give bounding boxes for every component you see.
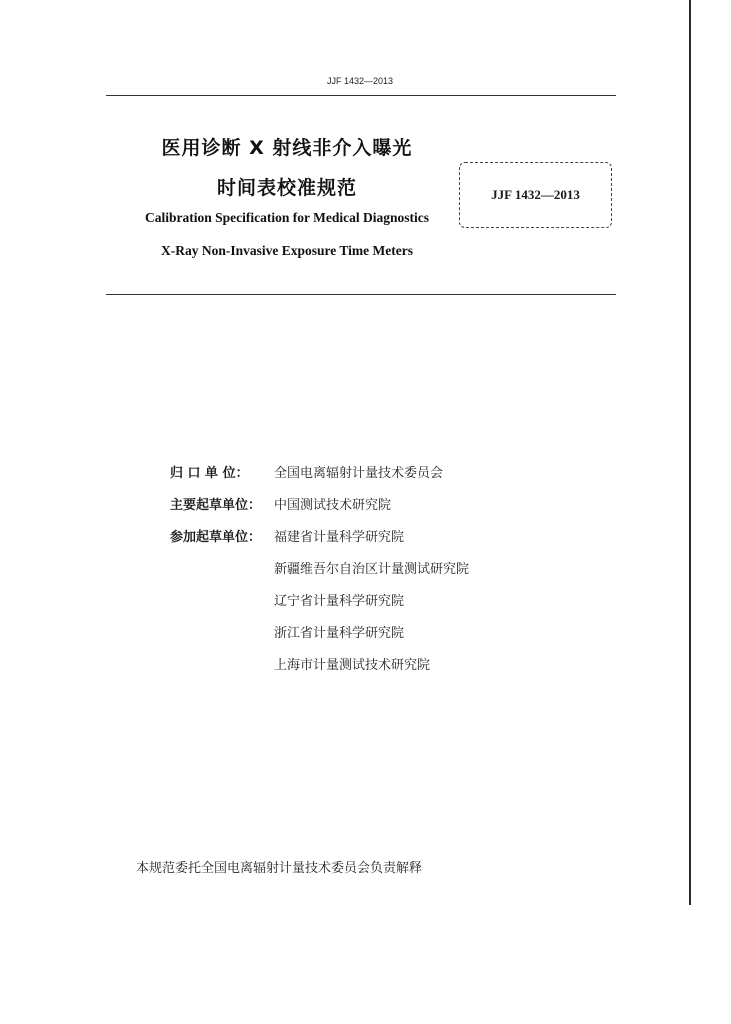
top-rule	[106, 95, 616, 96]
participating-item: 新疆维吾尔自治区计量测试研究院	[274, 562, 470, 577]
title-cn-line2: 时间表校准规范	[216, 177, 357, 199]
participating-row	[274, 558, 469, 578]
running-header-code: JJF 1432—2013	[326, 76, 394, 86]
interpretation-note: 本规范委托全国电离辐射计量技术委员会负责解释	[136, 861, 423, 876]
participating-row	[274, 622, 404, 642]
main-drafter-value: 中国测试技术研究院	[274, 498, 392, 513]
main-drafter-row	[170, 494, 391, 514]
title-cn-line1: 医用诊断 X 射线非介入曝光	[161, 137, 413, 159]
standard-code: JJF 1432—2013	[491, 187, 580, 202]
participating-label: 参加起草单位：	[170, 530, 262, 545]
main-drafter-label: 主要起草单位：	[170, 498, 262, 513]
responsible-row	[170, 462, 443, 482]
participating-row	[274, 590, 404, 610]
responsible-label: 归 口 单 位：	[170, 466, 249, 481]
title-en-line1: Calibration Specification for Medical Diagnostics	[145, 210, 429, 225]
standard-code-box	[459, 162, 612, 228]
participating-item: 福建省计量科学研究院	[274, 530, 405, 545]
participating-item: 上海市计量测试技术研究院	[274, 658, 431, 673]
page-edge-line	[689, 0, 691, 905]
participating-item: 辽宁省计量科学研究院	[274, 594, 405, 609]
responsible-value: 全国电离辐射计量技术委员会	[274, 466, 444, 481]
participating-row	[274, 654, 430, 674]
participating-row	[170, 526, 404, 546]
title-en-line2: X-Ray Non-Invasive Exposure Time Meters	[161, 243, 413, 258]
bottom-rule	[106, 294, 616, 295]
participating-item: 浙江省计量科学研究院	[274, 626, 405, 641]
